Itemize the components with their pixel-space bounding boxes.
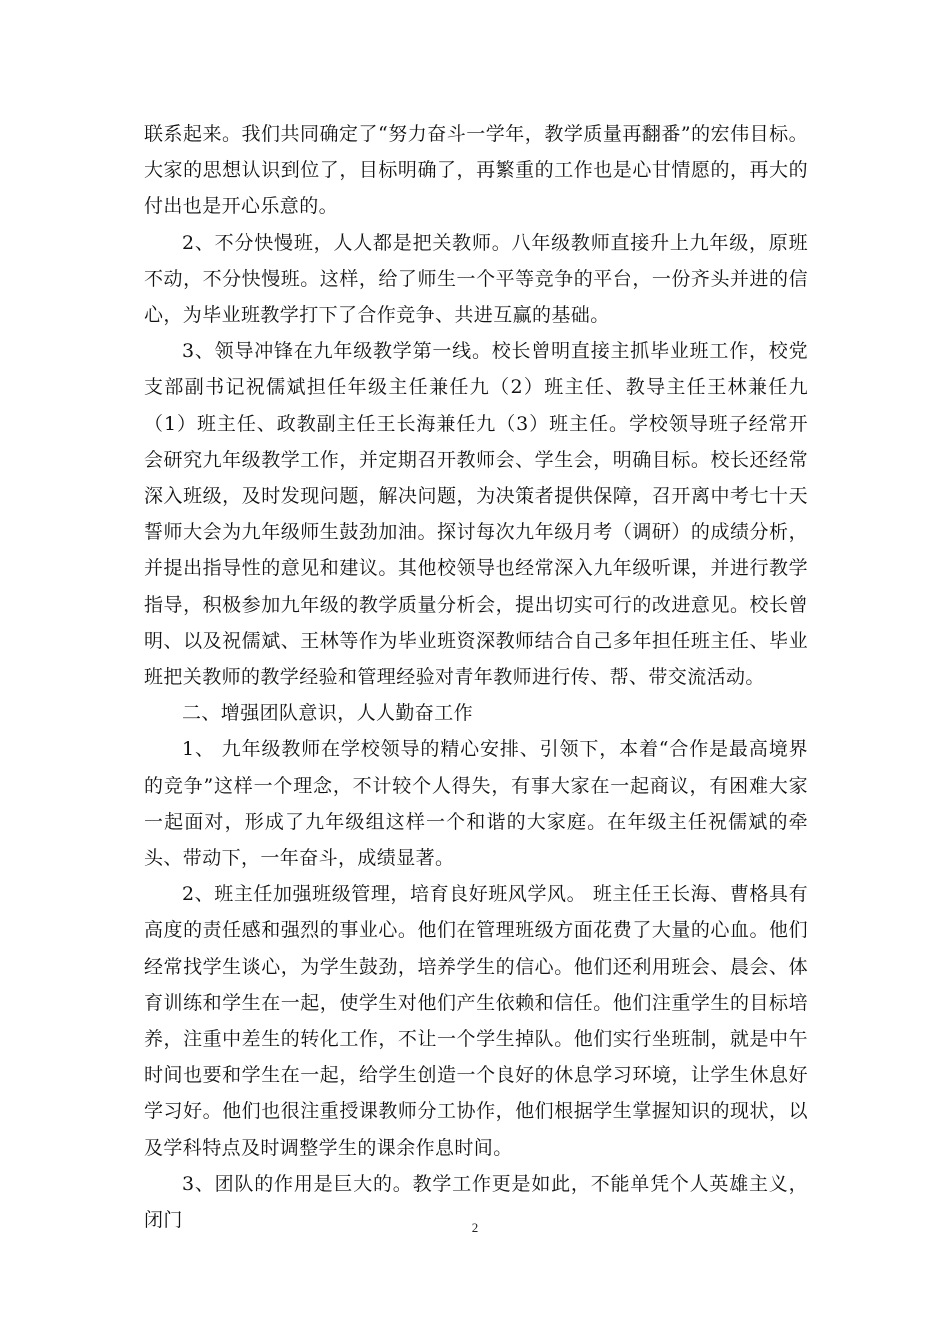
paragraph-section2-item-3: 3、团队的作用是巨大的。教学工作更是如此，不能单凭个人英雄主义，闭门 — [144, 1172, 808, 1232]
paragraph-item-3: 3、领导冲锋在九年级教学第一线。校长曾明直接主抓毕业班工作，校党支部副书记祝儒斌担任年级主任兼任九（2）班主任、教导主任王林兼任九（1）班主任、政教副主任王长海兼任九（3）班主任。学校领导班子经常开会研究九年级教学工作，并定期召开教师会、学生会，明确目标。校长还经常深入班级，及时发现问题，解决问题，为决策者提供保障，召开离中考七十天誓师大会为九年级师生鼓劲加油。探讨每次九年级月考（调研）的成绩分析，并提出指导性的意见和建议。其他校领导也经常深入九年级听课，并进行教学指导，积极参加九年级的教学质量分析会，提出切实可行的改进意见。校长曾明、以及祝儒斌、王林等作为毕业班资深教师结合自己多年担任班主任、毕业班把关教师的教学经验和管理经验对青年教师进行传、帮、带交流活动。 — [144, 340, 808, 689]
paragraph-section2-item-2: 2、班主任加强班级管理，培育良好班风学风。 班主任王长海、曹格具有高度的责任感和强烈的事业心。他们在管理班级方面花费了大量的心血。他们经常找学生谈心，为学生鼓劲，培养学生的信心。他们还利用班会、晨会、体育训练和学生在一起，使学生对他们产生依赖和信任。他们注重学生的目标培养，注重中差生的转化工作，不让一个学生掉队。他们实行坐班制，就是中午时间也要和学生在一起，给学生创造一个良好的休息学习环境，让学生休息好学习好。他们也很注重授课教师分工协作，他们根据学生掌握知识的现状，以及学科特点及时调整学生的课余作息时间。 — [144, 883, 808, 1159]
paragraph-continuation: 联系起来。我们共同确定了“努力奋斗一学年，教学质量再翻番”的宏伟目标。大家的思想认识到位了，目标明确了，再繁重的工作也是心甘情愿的，再大的付出也是开心乐意的。 — [144, 123, 808, 218]
document-body — [144, 116, 808, 1238]
paragraph-section2-item-1: 1、 九年级教师在学校领导的精心安排、引领下，本着“合作是最高境界的竞争”这样一个理念，不计较个人得失，有事大家在一起商议，有困难大家一起面对，形成了九年级组这样一个和谐的大家庭。在年级主任祝儒斌的牵头、带动下，一年奋斗，成绩显著。 — [144, 738, 808, 870]
page-number: 2 — [471, 1220, 479, 1235]
section-heading: 二、增强团队意识，人人勤奋工作 — [182, 702, 474, 725]
paragraph-item-2: 2、不分快慢班，人人都是把关教师。八年级教师直接升上九年级，原班不动，不分快慢班。这样，给了师生一个平等竞争的平台，一份齐头并进的信心，为毕业班教学打下了合作竞争、共进互赢的基础。 — [144, 231, 808, 327]
